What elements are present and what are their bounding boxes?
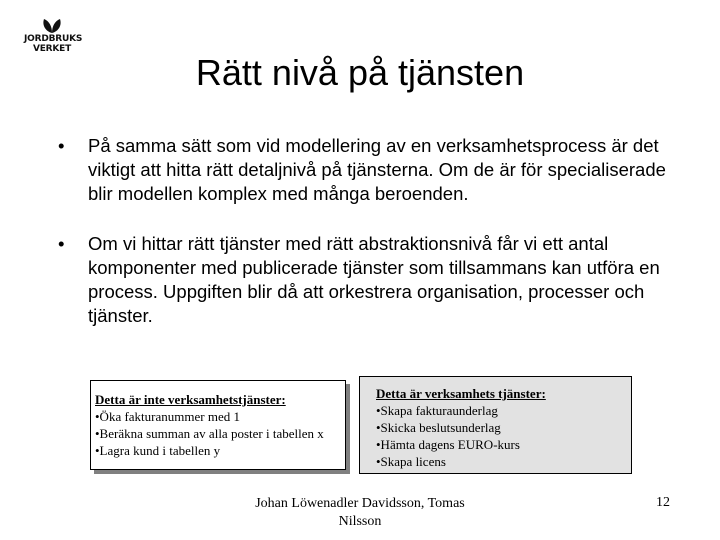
footer-author: Johan Löwenadler Davidsson, Tomas Nilsson	[255, 496, 465, 529]
bullet-list	[56, 134, 676, 354]
service-heading: Detta är verksamhets tjänster:	[376, 386, 546, 401]
bullet-item	[56, 232, 676, 328]
bullet-dot: •	[58, 233, 65, 254]
not-service-item: •Lagra kund i tabellen y	[95, 443, 221, 458]
jordbruksverket-logo	[24, 18, 83, 54]
not-service-box	[90, 380, 346, 470]
service-item: •Skapa fakturaunderlag	[376, 403, 498, 418]
not-service-heading: Detta är inte verksamhetstjänster:	[95, 392, 286, 407]
logo-line-2: VERKET	[32, 44, 72, 54]
service-item: •Skapa licens	[376, 454, 446, 469]
not-service-item: •Beräkna summan av alla poster i tabellen x	[95, 426, 324, 441]
service-item: •Skicka beslutsunderlag	[376, 420, 501, 435]
slide-title: Rätt nivå på tjänsten	[195, 52, 525, 93]
logo-line-1: JORDBRUKS	[24, 34, 83, 44]
bullet-text: Om vi hittar rätt tjänster med rätt abstraktionsnivå får vi ett antal komponenter med publicerade tjänster som tillsammans kan utföra en process. Uppgiften blir då att orkestrera organisation, processer och tjänster.	[88, 233, 660, 326]
service-box	[359, 376, 632, 474]
leaf-icon	[41, 18, 63, 34]
service-item: •Hämta dagens EURO-kurs	[376, 437, 520, 452]
not-service-item: •Öka fakturanummer med 1	[95, 409, 240, 424]
bullet-dot: •	[58, 135, 65, 156]
bullet-text: På samma sätt som vid modellering av en verksamhetsprocess är det viktigt att hitta rätt detaljnivå på tjänsterna. Om de är för specialiserade blir modellen komplex med många beroenden.	[88, 135, 666, 204]
page-number: 12	[656, 495, 670, 510]
bullet-item	[56, 134, 676, 206]
